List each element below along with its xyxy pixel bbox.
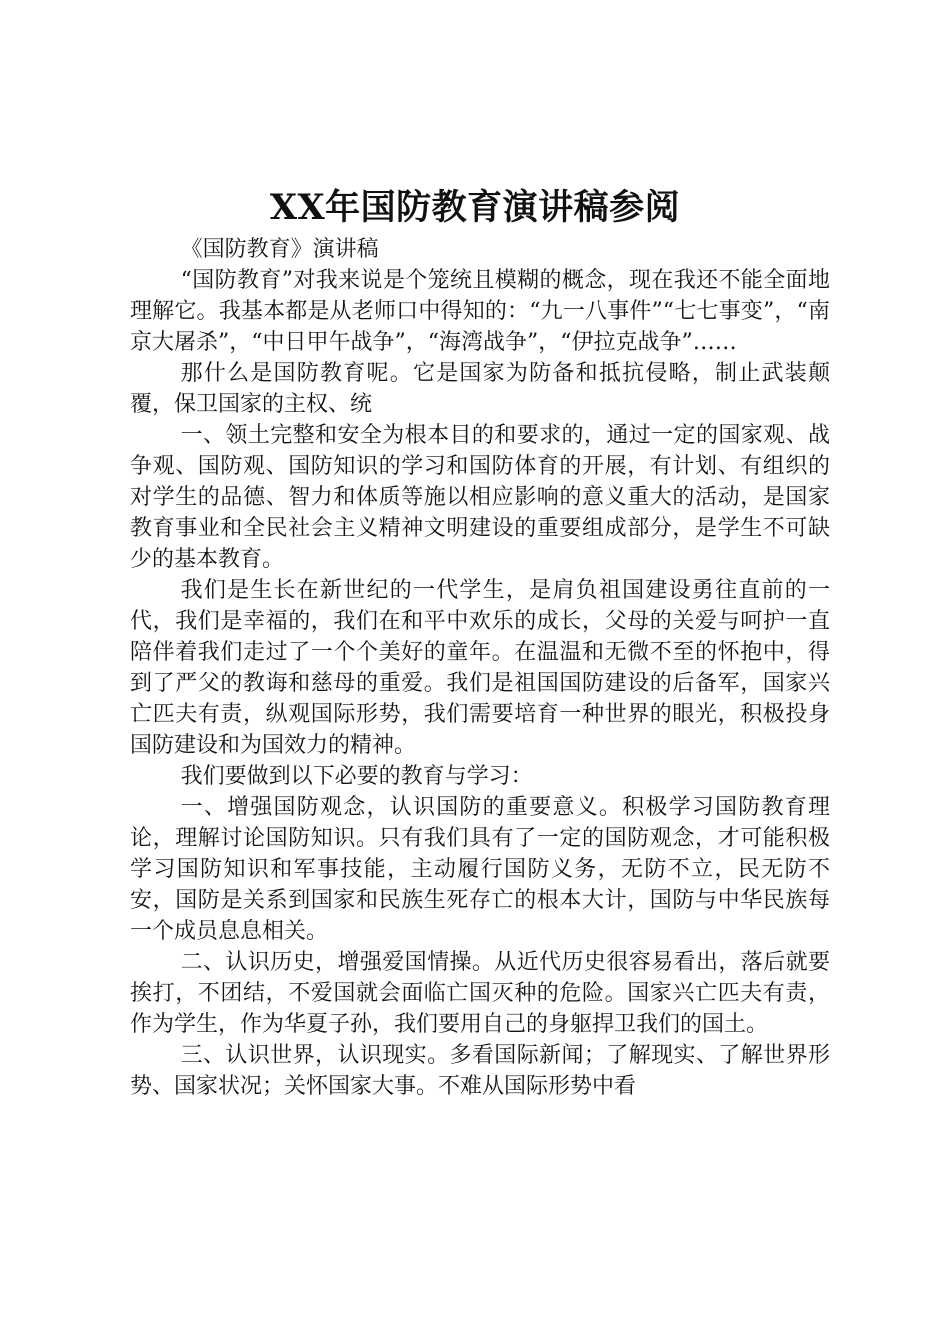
document-title: XX年国防教育演讲稿参阅 [269, 187, 681, 228]
paragraph: 一、领土完整和安全为根本目的和要求的，通过一定的国家观、战争观、国防观、国防知识的学习和国防体育的开展，有计划、有组织的对学生的品德、智力和体质等施以相应影响的意义重大的活动，是国家教育事业和全民社会主义精神文明建设的重要组成部分，是学生不可缺少的基本教育。 [130, 423, 830, 572]
document-body [130, 234, 830, 1102]
paragraph: “国防教育”对我来说是个笼统且模糊的概念，现在我还不能全面地理解它。我基本都是从老师口中得知的：“九一八事件”“七七事变”，“南京大屠杀”，“中日甲午战争”，“海湾战争”，“伊拉克战争”…… [130, 268, 830, 355]
paragraph: 我们是生长在新世纪的一代学生，是肩负祖国建设勇往直前的一代，我们是幸福的，我们在和平中欢乐的成长，父母的关爱与呵护一直陪伴着我们走过了一个个美好的童年。在温温和无微不至的怀抱中，得到了严父的教诲和慈母的重爱。我们是祖国国防建设的后备军，国家兴亡匹夫有责，纵观国际形势，我们需要培育一种世界的眼光，积极投身国防建设和为国效力的精神。 [130, 578, 830, 758]
paragraph: 三、认识世界，认识现实。多看国际新闻；了解现实、了解世界形势、国家状况；关怀国家大事。不难从国际形势中看 [130, 1043, 830, 1099]
paragraph: 一、增强国防观念，认识国防的重要意义。积极学习国防教育理论，理解讨论国防知识。只有我们具有了一定的国防观念，才可能积极学习国防知识和军事技能，主动履行国防义务，无防不立，民无防不安，国防是关系到国家和民族生死存亡的根本大计，国防与中华民族每一个成员息息相关。 [130, 795, 830, 944]
paragraph: 我们要做到以下必要的教育与学习： [180, 764, 533, 789]
paragraph: 二、认识历史，增强爱国情操。从近代历史很容易看出，落后就要挨打，不团结，不爱国就会面临亡国灭种的危险。国家兴亡匹夫有责，作为学生，作为华夏子孙，我们要用自己的身躯捍卫我们的国土。 [130, 950, 830, 1037]
paragraph-speech-heading: 《国防教育》演讲稿 [180, 237, 379, 262]
paragraph: 那什么是国防教育呢。它是国家为防备和抵抗侵略，制止武装颠覆，保卫国家的主权、统 [130, 361, 830, 417]
